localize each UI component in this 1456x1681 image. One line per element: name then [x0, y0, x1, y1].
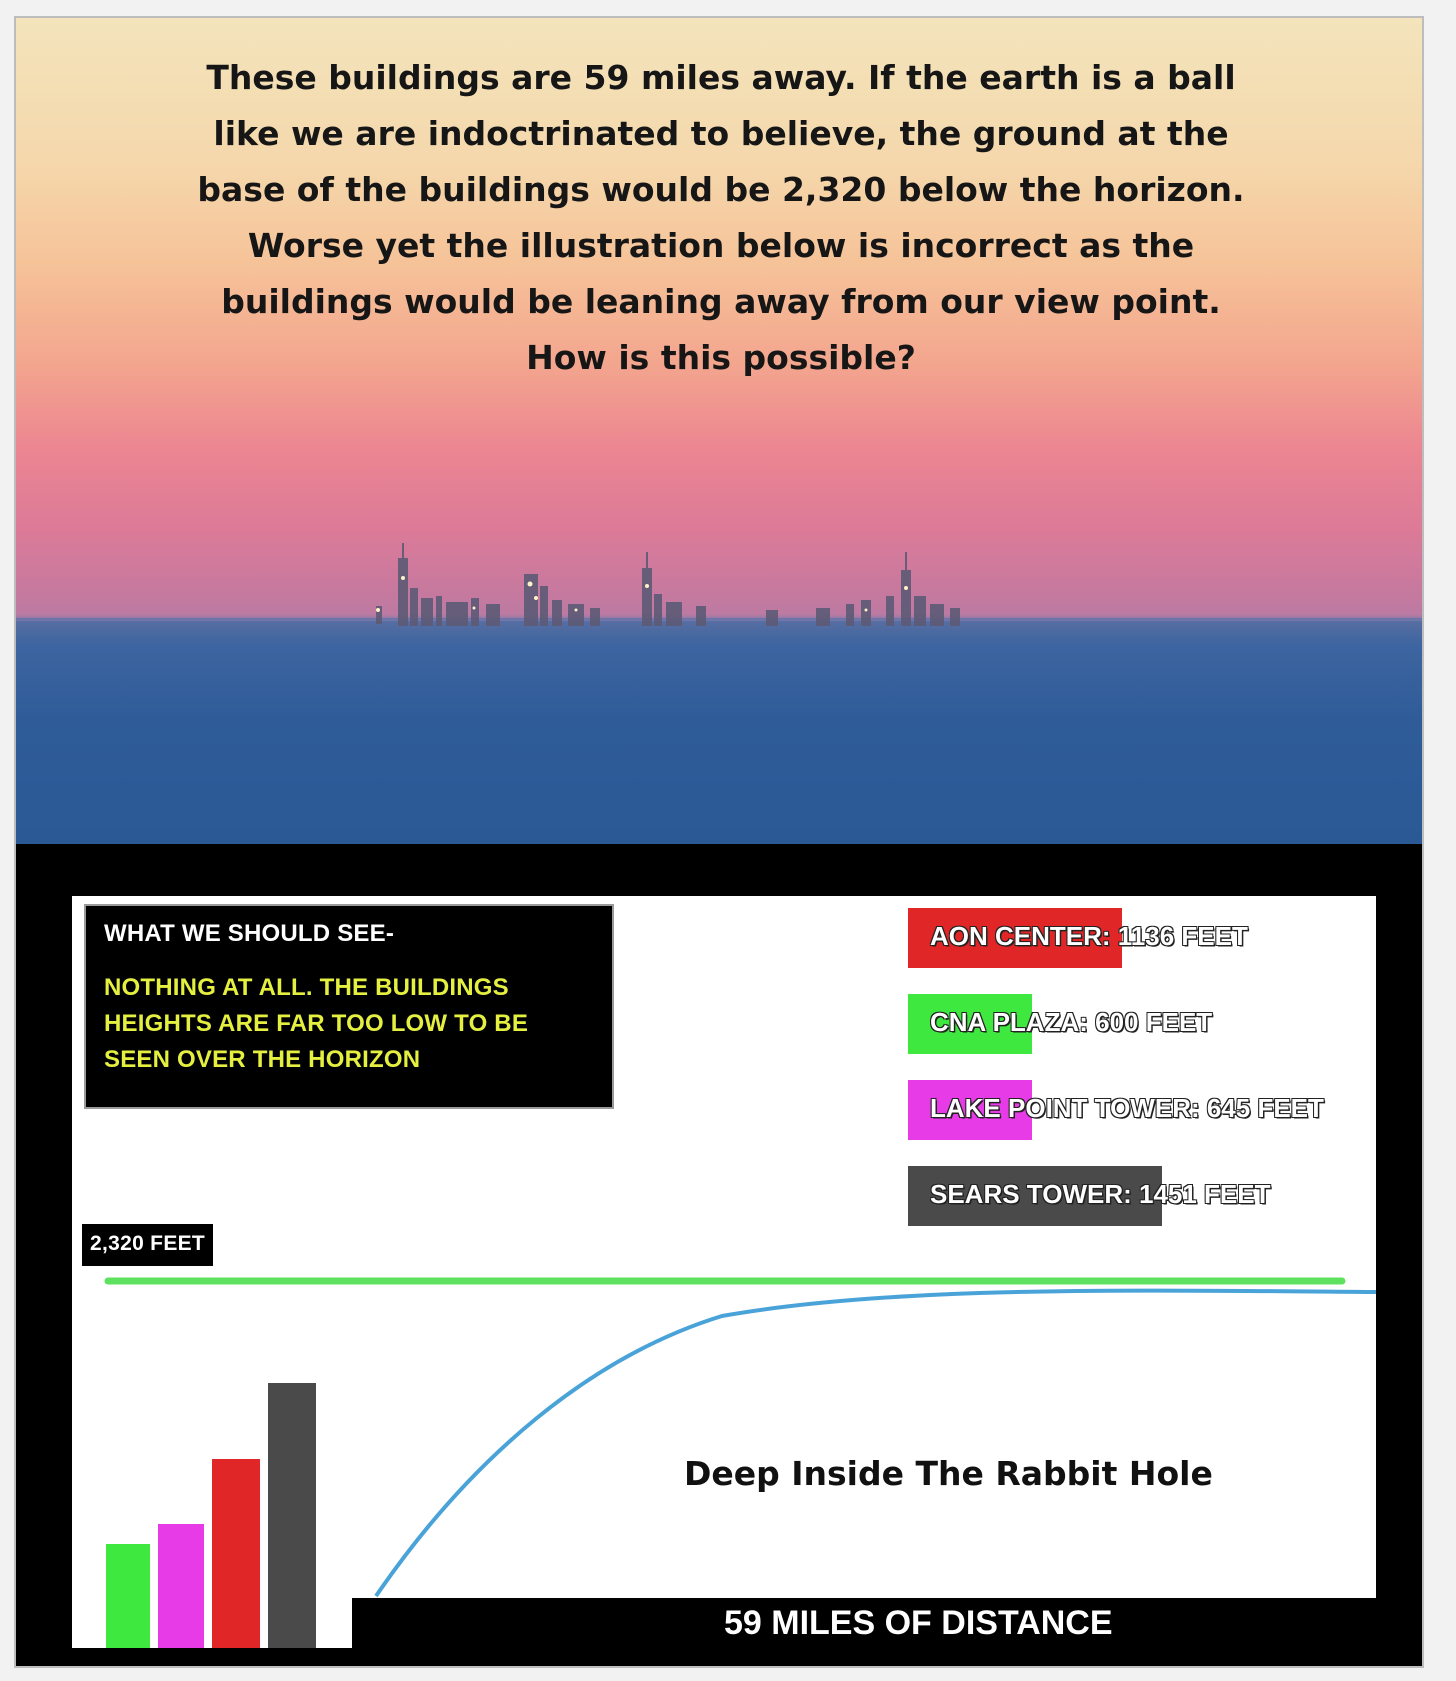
earth-curve — [376, 1291, 1376, 1596]
meme-frame — [14, 16, 1424, 1668]
headline-text — [86, 50, 1356, 386]
distant-skyline — [346, 538, 1066, 628]
curvature-diagram — [72, 896, 1376, 1648]
lake-water — [16, 618, 1422, 844]
headline-line-3: base of the buildings would be 2,320 below the horizon. — [197, 170, 1245, 209]
legend-sears-tower — [908, 1166, 1338, 1226]
bar-lake-point-tower — [158, 1524, 204, 1648]
legend-lake-point-tower — [908, 1080, 1338, 1140]
note-title: WHAT WE SHOULD SEE- — [104, 920, 395, 947]
legend-label: LAKE POINT TOWER: 645 FEET — [930, 1093, 1324, 1123]
headline-line-6: How is this possible? — [526, 338, 916, 377]
distance-label: 59 MILES OF DISTANCE — [724, 1604, 1113, 1642]
legend-label: AON CENTER: 1136 FEET — [930, 921, 1248, 951]
bar-cna-plaza — [106, 1544, 150, 1648]
headline-line-2: like we are indoctrinated to believe, the ground at the — [213, 114, 1229, 153]
level-label: 2,320 FEET — [82, 1224, 213, 1266]
legend-aon-center — [908, 908, 1338, 968]
legend-label: SEARS TOWER: 1451 FEET — [930, 1179, 1271, 1209]
headline-line-1: These buildings are 59 miles away. If the earth is a ball — [206, 58, 1236, 97]
headline-line-5: buildings would be leaning away from our view point. — [221, 282, 1221, 321]
legend-label: CNA PLAZA: 600 FEET — [930, 1007, 1213, 1037]
bar-aon-center — [212, 1459, 260, 1648]
what-we-should-see-box — [84, 904, 614, 1109]
distance-bar — [352, 1598, 1376, 1648]
note-body: NOTHING AT ALL. THE BUILDINGS HEIGHTS ARE FAR TOO LOW TO BE SEEN OVER THE HORIZON — [104, 974, 529, 1073]
headline-line-4: Worse yet the illustration below is incorrect as the — [247, 226, 1195, 265]
skyline-photo — [16, 18, 1422, 844]
watermark-text: Deep Inside The Rabbit Hole — [684, 1454, 1213, 1493]
legend-cna-plaza — [908, 994, 1338, 1054]
bar-sears-tower — [268, 1383, 316, 1648]
